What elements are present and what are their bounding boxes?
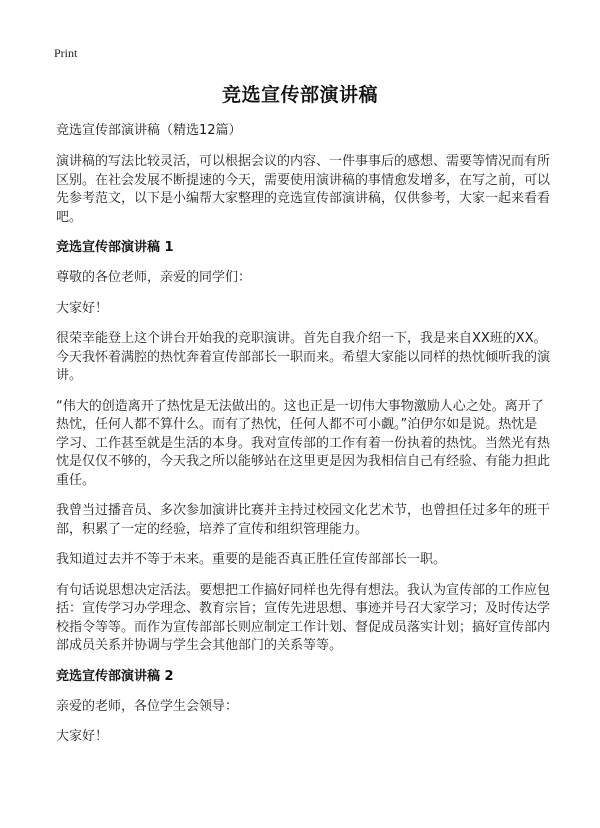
paragraph: 亲爱的老师，各位学生会领导： (56, 698, 239, 714)
document-subtitle: 竞选宣传部演讲稿（精选12篇） (56, 123, 242, 138)
print-label: Print (54, 46, 78, 60)
intro-paragraph: 演讲稿的写法比较灵活，可以根据会议的内容、一件事事后的感想、需要等情况而有所区别。在社会发展不断提速的今天，需要使用演讲稿的事情愈发增多，在写之前，可以先参考范文，以下是小编帮大家整理的竞选宣传部演讲稿，仅供参考，大家一起来看看吧。 (56, 154, 551, 225)
paragraph: 很荣幸能登上这个讲台开始我的竞职演讲。首先自我介绍一下，我是来自XX班的XX。今天我怀着满腔的热忱奔着宣传部部长一职而来。希望大家能以同样的热忱倾听我的演讲。 (56, 331, 551, 383)
paragraph: 有句话说思想决定活法。要想把工作搞好同样也先得有想法。我认为宣传部的工作应包括：宣传学习办学理念、教育宗旨；宣传先进思想、事迹并号召大家学习；及时传达学校指令等等。而作为宣传部部长则应制定工作计划、督促成员落实计划；搞好宣传部内部成员关系并协调与学生会其他部门的关系等等。 (56, 582, 551, 653)
paragraph: 我知道过去并不等于未来。重要的是能否真正胜任宣传部部长一职。 (56, 552, 447, 567)
paragraph: “伟大的创造离开了热忱是无法做出的。这也正是一切伟大事物激励人心之处。离开了热忱，任何人都不算什么。而有了热忱，任何人都不可小觑。”泊伊尔如是说。热忱是学习、工作甚至就是生活的本身。我对宣传部的工作有着一份执着的热忱。当然光有热忱是仅仅不够的，今天我之所以能够站在这里更是因为我相信自己有经验、有能力担此重任。 (56, 398, 551, 488)
document-title: 竞选宣传部演讲稿 (221, 84, 378, 106)
section-heading-2: 竞选宣传部演讲稿 2 (56, 668, 174, 684)
paragraph: 我曾当过播音员、多次参加演讲比赛并主持过校园文化艺术节，也曾担任过多年的班干部，积累了一定的经验，培养了宣传和组织管理能力。 (56, 503, 551, 537)
section-heading-1: 竞选宣传部演讲稿 1 (56, 240, 174, 255)
document-body (56, 122, 550, 759)
paragraph: 大家好！ (56, 729, 109, 744)
paragraph: 大家好！ (56, 300, 109, 316)
paragraph: 尊敬的各位老师，亲爱的同学们： (56, 270, 252, 285)
